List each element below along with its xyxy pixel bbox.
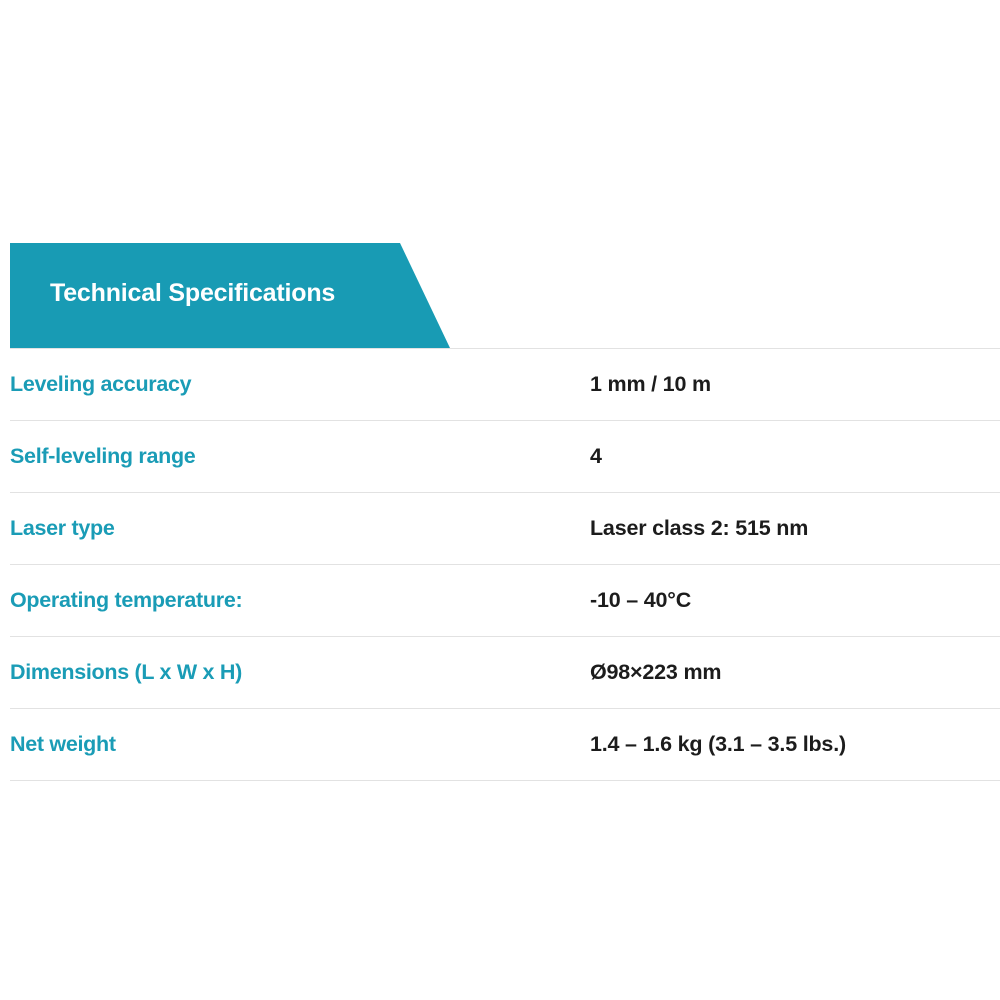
table-row (10, 565, 1000, 637)
table-row (10, 709, 1000, 781)
spec-label: Laser type (10, 493, 590, 565)
spec-value: Laser class 2: 515 nm (590, 493, 1000, 565)
spec-label: Operating temperature: (10, 565, 590, 637)
spec-value: Ø98×223 mm (590, 637, 1000, 709)
table-row (10, 349, 1000, 421)
spec-value: 4 (590, 421, 1000, 493)
technical-specifications-block (10, 243, 1000, 781)
spec-label: Net weight (10, 709, 590, 781)
table-row (10, 493, 1000, 565)
spec-label: Dimensions (L x W x H) (10, 637, 590, 709)
spec-value: 1.4 – 1.6 kg (3.1 – 3.5 lbs.) (590, 709, 1000, 781)
table-row (10, 421, 1000, 493)
spec-label: Leveling accuracy (10, 349, 590, 421)
spec-value: 1 mm / 10 m (590, 349, 1000, 421)
specifications-header (10, 243, 1000, 348)
table-row (10, 637, 1000, 709)
specifications-table (10, 348, 1000, 781)
spec-label: Self-leveling range (10, 421, 590, 493)
page-title: Technical Specifications (50, 279, 336, 307)
spec-value: -10 – 40°C (590, 565, 1000, 637)
